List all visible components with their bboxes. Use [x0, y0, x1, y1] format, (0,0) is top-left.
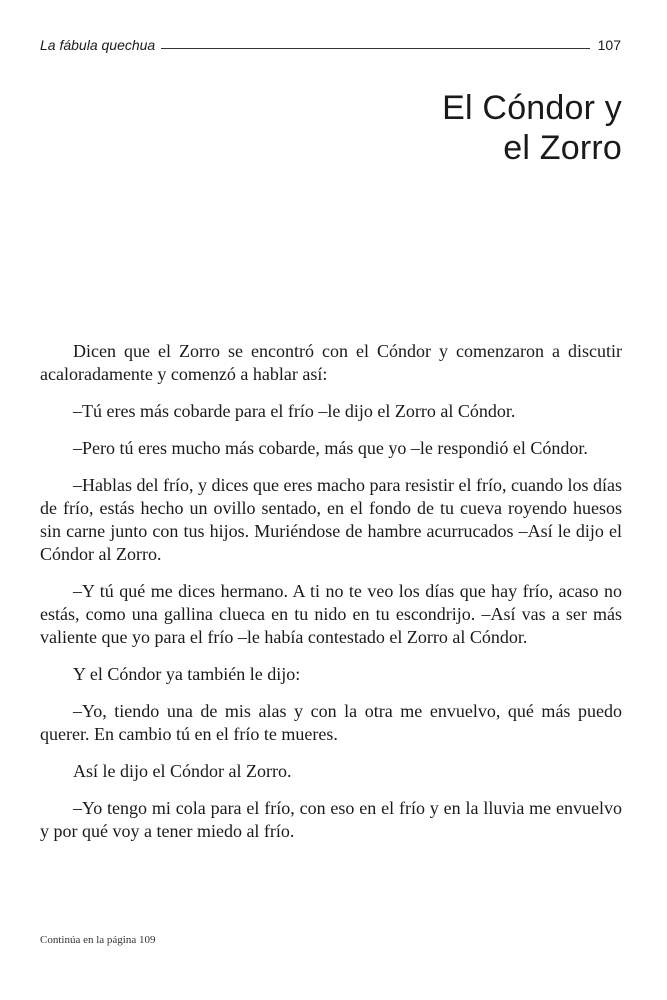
paragraph: Dicen que el Zorro se encontró con el Cóndor y comenzaron a discutir acaloradamente y comenzó a hablar así:	[40, 341, 622, 384]
story-title	[442, 88, 622, 168]
paragraph: –Yo tengo mi cola para el frío, con eso en el frío y en la lluvia me envuelvo y por qué voy a tener miedo al frío.	[40, 798, 622, 841]
story-body	[40, 340, 622, 857]
continuation-note: Continúa en la página 109	[40, 934, 156, 946]
paragraph: –Tú eres más cobarde para el frío –le dijo el Zorro al Cóndor.	[73, 401, 516, 421]
paragraph: –Hablas del frío, y dices que eres macho para resistir el frío, cuando los días de frío, estás hecho un ovillo sentado, en el fondo de tu cueva royendo huesos sin carne junto con tus hijos. Muriéndose de hambre acurrucados –Así le dijo el Cóndor al Zorro.	[40, 475, 622, 564]
story-title-line-2: el Zorro	[503, 129, 622, 167]
running-header	[40, 33, 621, 53]
paragraph: –Y tú qué me dices hermano. A ti no te veo los días que hay frío, acaso no estás, como una gallina clueca en tu nido en tu escondrijo. –Así vas a ser más valiente que yo para el frío –le había contestado el Zorro al Cóndor.	[40, 581, 622, 647]
paragraph: Así le dijo el Cóndor al Zorro.	[73, 761, 292, 781]
paragraph: –Yo, tiendo una de mis alas y con la otra me envuelvo, qué más puedo querer. En cambio tú en el frío te mueres.	[40, 701, 622, 744]
paragraph: Y el Cóndor ya también le dijo:	[73, 664, 301, 684]
story-title-line-1: El Cóndor y	[442, 89, 622, 127]
section-title: La fábula quechua	[40, 37, 156, 53]
paragraph: –Pero tú eres mucho más cobarde, más que yo –le respondió el Cóndor.	[73, 438, 588, 458]
header-rule	[161, 48, 589, 49]
page-number: 107	[597, 37, 621, 53]
